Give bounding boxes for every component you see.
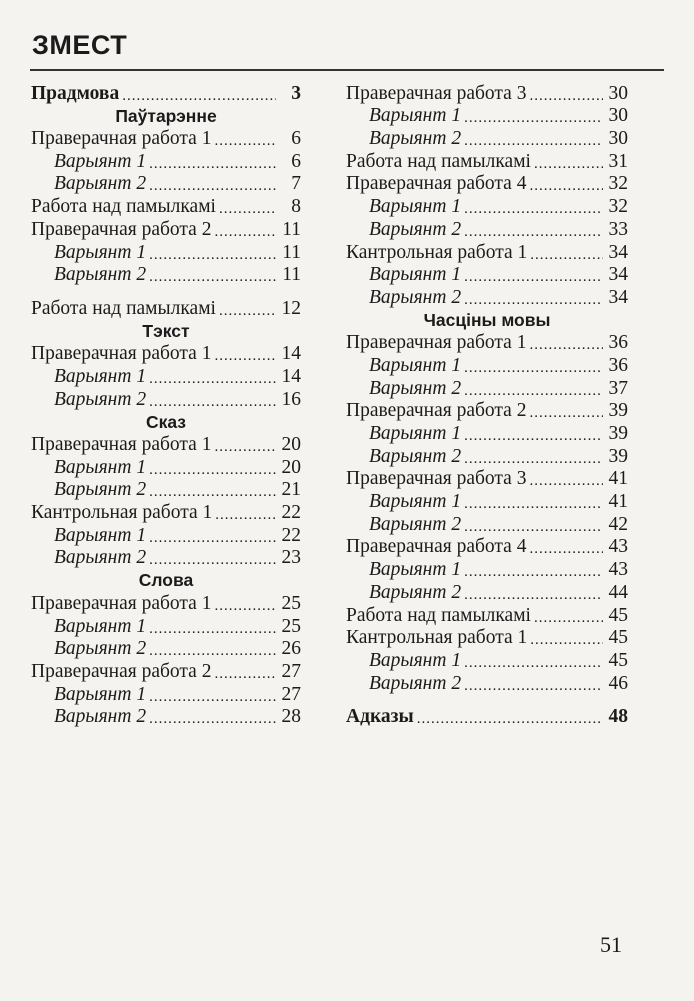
- dot-leader: [214, 597, 276, 615]
- toc-entry-page: 7: [291, 173, 301, 195]
- toc-entry-label: Варыянт 2: [369, 377, 462, 399]
- toc-entry-label: Варыянт 1: [369, 559, 462, 581]
- toc-entry-page: 34: [608, 286, 628, 308]
- toc-entry-page: 46: [608, 672, 628, 694]
- toc-entry: [31, 433, 301, 456]
- dot-leader: [464, 677, 603, 695]
- dot-leader: [149, 620, 276, 638]
- toc-subentry: [346, 264, 628, 287]
- dot-leader: [534, 609, 603, 627]
- toc-entry-page: 16: [281, 388, 301, 410]
- toc-entry: [346, 604, 628, 627]
- toc-subentry: [346, 377, 628, 400]
- dot-leader: [464, 268, 603, 286]
- toc-entry-page: 14: [281, 343, 301, 365]
- toc-entry-page: 32: [608, 196, 628, 218]
- toc-entry-label: Праверачная работа 1: [346, 332, 527, 354]
- toc-entry-label: Варыянт 1: [54, 241, 147, 263]
- dot-leader: [464, 495, 603, 513]
- toc-entry: [346, 468, 628, 491]
- toc-entry-label: Варыянт 1: [369, 649, 462, 671]
- toc-entry-page: 20: [281, 456, 301, 478]
- toc-entry: [346, 627, 628, 650]
- toc-subentry: [31, 264, 301, 287]
- toc-entry: [31, 218, 301, 241]
- toc-entry-label: Варыянт 2: [369, 218, 462, 240]
- toc-entry-label: Варыянт 2: [54, 388, 147, 410]
- toc-entry: [31, 592, 301, 615]
- toc-entry-page: 43: [608, 536, 628, 558]
- toc-entry-label: Праверачная работа 1: [31, 592, 212, 614]
- toc-subentry: [31, 547, 301, 570]
- toc-entry-label: Кантрольная работа 1: [346, 241, 528, 263]
- dot-leader: [464, 200, 603, 218]
- toc-entry-label: Праверачная работа 2: [31, 218, 212, 240]
- toc-entry-label: Варыянт 2: [54, 706, 147, 728]
- toc-entry-page: 45: [608, 649, 628, 671]
- toc-section-heading: Сказ: [145, 411, 187, 432]
- toc-entry-label: Варыянт 2: [54, 638, 147, 660]
- toc-entry-page: 14: [281, 365, 301, 387]
- toc-entry-page: 27: [281, 683, 301, 705]
- toc-entry-page: 28: [281, 706, 301, 728]
- toc-entry-page: 30: [608, 82, 628, 104]
- dot-leader: [214, 347, 276, 365]
- dot-leader: [464, 359, 603, 377]
- toc-subentry: [346, 445, 628, 468]
- dot-leader: [529, 336, 603, 354]
- toc-entry-page: 36: [608, 354, 628, 376]
- toc-entry-page: 27: [281, 660, 301, 682]
- toc-entry-page: 31: [608, 150, 628, 172]
- dot-leader: [149, 551, 276, 569]
- toc-section-heading: Часціны мовы: [423, 309, 551, 330]
- toc-subentry: [346, 195, 628, 218]
- toc-entry: [346, 400, 628, 423]
- toc-entry-page: 34: [608, 241, 628, 263]
- toc-entry: [31, 297, 301, 320]
- toc-entry-label: Варыянт 2: [369, 445, 462, 467]
- toc-entry-label: Варыянт 2: [54, 479, 147, 501]
- title-divider: [30, 69, 664, 71]
- dot-leader: [214, 132, 276, 150]
- toc-entry-label: Варыянт 2: [54, 173, 147, 195]
- dot-leader: [464, 586, 603, 604]
- page-title: ЗМЕСТ: [32, 30, 128, 60]
- toc-entry-label: Праверачная работа 2: [346, 400, 527, 422]
- dot-leader: [149, 246, 276, 264]
- toc-entry-page: 30: [608, 105, 628, 127]
- toc-entry-label: Варыянт 1: [54, 683, 147, 705]
- toc-entry-page: 22: [281, 502, 301, 524]
- toc-entry: [346, 82, 628, 105]
- dot-leader: [149, 370, 276, 388]
- toc-entry-label: Варыянт 2: [369, 672, 462, 694]
- toc-subentry: [31, 638, 301, 661]
- toc-entry-label: Варыянт 1: [369, 354, 462, 376]
- toc-subentry: [346, 672, 628, 695]
- toc-entry: [31, 195, 301, 218]
- toc-entry: [346, 173, 628, 196]
- toc-entry-label: Варыянт 1: [369, 264, 462, 286]
- toc-entry-label: Работа над памылкамі: [31, 297, 216, 319]
- toc-entry-label: Варыянт 1: [54, 615, 147, 637]
- toc-subentry: [31, 173, 301, 196]
- toc-subentry: [346, 558, 628, 581]
- dot-leader: [219, 200, 276, 218]
- toc-entry-label: Варыянт 2: [54, 264, 147, 286]
- toc-subentry: [346, 513, 628, 536]
- toc-subentry: [31, 479, 301, 502]
- toc-entry-label: Кантрольная работа 1: [346, 627, 528, 649]
- dot-leader: [530, 631, 603, 649]
- toc-entry-label: Варыянт 1: [369, 196, 462, 218]
- toc-entry-page: 43: [608, 559, 628, 581]
- dot-leader: [464, 427, 603, 445]
- toc-entry-label: Варыянт 1: [369, 423, 462, 444]
- toc-subentry: [346, 286, 628, 309]
- toc-entry-page: 45: [608, 604, 628, 626]
- toc-subentry: [346, 218, 628, 241]
- toc-entry-page: 26: [281, 638, 301, 660]
- toc-subentry: [346, 422, 628, 445]
- toc-entry-page: 25: [281, 615, 301, 637]
- toc-entry-page: 22: [281, 524, 301, 546]
- dot-leader: [214, 438, 276, 456]
- dot-leader: [529, 177, 603, 195]
- dot-leader: [214, 665, 276, 683]
- toc-section-heading: Слова: [138, 570, 194, 591]
- dot-leader: [149, 268, 276, 286]
- dot-leader: [149, 710, 276, 728]
- toc-entry-page: 39: [608, 445, 628, 467]
- toc-entry: [31, 660, 301, 683]
- toc-subentry: [31, 615, 301, 638]
- toc-entry-page: 23: [281, 547, 301, 569]
- toc-subentry: [31, 388, 301, 411]
- toc-subentry: [346, 581, 628, 604]
- dot-leader: [530, 246, 603, 264]
- toc-entry: [31, 127, 301, 150]
- toc-entry-label: Праверачная работа 4: [346, 536, 527, 558]
- toc-entry-label: Работа над памылкамі: [31, 196, 216, 218]
- toc-subentry: [346, 649, 628, 672]
- toc-entry-label: Праверачная работа 1: [31, 128, 212, 150]
- toc-entry-page: 41: [608, 491, 628, 513]
- toc-subentry: [346, 105, 628, 128]
- dot-leader: [464, 109, 603, 127]
- toc-section-heading: Тэкст: [142, 320, 190, 341]
- toc-entry-label: Прадмова: [31, 82, 120, 104]
- toc-entry: [31, 82, 301, 105]
- toc-subentry: [31, 456, 301, 479]
- toc-spacer: [346, 695, 628, 706]
- toc-subentry: [31, 683, 301, 706]
- dot-leader: [464, 291, 603, 309]
- toc-entry-label: Варыянт 2: [369, 286, 462, 308]
- toc-entry-label: Варыянт 2: [369, 581, 462, 603]
- toc-entry-page: 41: [608, 468, 628, 490]
- toc-entry-page: 48: [608, 706, 628, 728]
- dot-leader: [464, 518, 603, 536]
- dot-leader: [149, 688, 276, 706]
- toc-entry: [346, 706, 628, 729]
- toc-entry-page: 44: [608, 581, 628, 603]
- dot-leader: [464, 223, 603, 241]
- toc-entry-page: 37: [608, 377, 628, 399]
- dot-leader: [529, 404, 603, 422]
- dot-leader: [149, 177, 276, 195]
- toc-entry-label: Варыянт 2: [369, 513, 462, 535]
- toc-entry-page: 32: [608, 173, 628, 195]
- toc-entry-label: Работа над памылкамі: [346, 150, 531, 172]
- toc-entry-page: 39: [608, 400, 628, 422]
- dot-leader: [464, 563, 603, 581]
- toc-entry-label: Варыянт 1: [54, 150, 147, 172]
- dot-leader: [214, 223, 276, 241]
- toc-entry-page: 36: [608, 332, 628, 354]
- toc-spacer: [31, 286, 301, 297]
- toc-entry-label: Праверачная работа 1: [31, 343, 212, 365]
- toc-section-heading: Паўтарэнне: [115, 105, 217, 126]
- toc-entry: [346, 536, 628, 559]
- dot-leader: [529, 87, 603, 105]
- toc-entry-label: Праверачная работа 4: [346, 173, 527, 195]
- toc-subentry: [31, 150, 301, 173]
- toc-entry-label: Варыянт 2: [369, 128, 462, 150]
- toc-entry-page: 8: [291, 196, 301, 218]
- toc-entry-page: 42: [608, 513, 628, 535]
- dot-leader: [464, 132, 603, 150]
- toc-entry-page: 11: [282, 264, 301, 286]
- toc-entry-label: Варыянт 2: [54, 547, 147, 569]
- toc-entry-page: 3: [291, 82, 301, 104]
- dot-leader: [219, 302, 276, 320]
- dot-leader: [149, 461, 276, 479]
- toc-entry: [31, 501, 301, 524]
- dot-leader: [149, 483, 276, 501]
- toc-entry-page: 30: [608, 128, 628, 150]
- dot-leader: [417, 710, 603, 728]
- toc-entry-page: 34: [608, 264, 628, 286]
- toc-subentry: [346, 490, 628, 513]
- dot-leader: [149, 642, 276, 660]
- toc-entry-label: Работа над памылкамі: [346, 604, 531, 626]
- toc-entry-label: Варыянт 1: [369, 105, 462, 127]
- toc-entry: [346, 241, 628, 264]
- dot-leader: [464, 654, 603, 672]
- toc-entry-page: 6: [291, 128, 301, 150]
- dot-leader: [529, 472, 603, 490]
- toc-entry-label: Праверачная работа 1: [31, 434, 212, 455]
- toc-entry-page: 20: [281, 434, 301, 455]
- toc-entry-page: 39: [608, 423, 628, 444]
- toc-entry-label: Кантрольная работа 1: [31, 502, 213, 524]
- toc-entry-page: 11: [282, 218, 301, 240]
- toc-entry-page: 6: [291, 150, 301, 172]
- dot-leader: [464, 382, 603, 400]
- toc-entry-page: 45: [608, 627, 628, 649]
- toc-subentry: [31, 365, 301, 388]
- toc-entry: [31, 343, 301, 366]
- toc-subentry: [31, 524, 301, 547]
- toc-entry-label: Варыянт 1: [54, 365, 147, 387]
- toc-entry-page: 25: [281, 592, 301, 614]
- toc-entry-label: Адказы: [346, 706, 414, 728]
- toc-entry-label: Варыянт 1: [369, 491, 462, 513]
- toc-entry-page: 21: [281, 479, 301, 501]
- dot-leader: [464, 450, 603, 468]
- toc-subentry: [346, 354, 628, 377]
- toc-entry-page: 12: [281, 297, 301, 319]
- toc-entry-page: 33: [608, 218, 628, 240]
- toc-entry-label: Праверачная работа 3: [346, 468, 527, 490]
- dot-leader: [122, 87, 276, 105]
- dot-leader: [534, 155, 603, 173]
- toc-entry-label: Праверачная работа 3: [346, 82, 527, 104]
- toc-left-column: [31, 82, 301, 728]
- toc-entry: [346, 150, 628, 173]
- dot-leader: [149, 393, 276, 411]
- toc-subentry: [346, 127, 628, 150]
- toc-subentry: [31, 706, 301, 729]
- dot-leader: [529, 540, 603, 558]
- dot-leader: [149, 155, 276, 173]
- page-number: 51: [600, 932, 622, 957]
- toc-entry-label: Варыянт 1: [54, 524, 147, 546]
- toc-entry: [346, 332, 628, 355]
- dot-leader: [149, 529, 276, 547]
- dot-leader: [215, 506, 276, 524]
- toc-subentry: [31, 241, 301, 264]
- toc-entry-page: 11: [282, 241, 301, 263]
- toc-entry-label: Праверачная работа 2: [31, 660, 212, 682]
- toc-right-column: [346, 82, 628, 728]
- toc-entry-label: Варыянт 1: [54, 456, 147, 478]
